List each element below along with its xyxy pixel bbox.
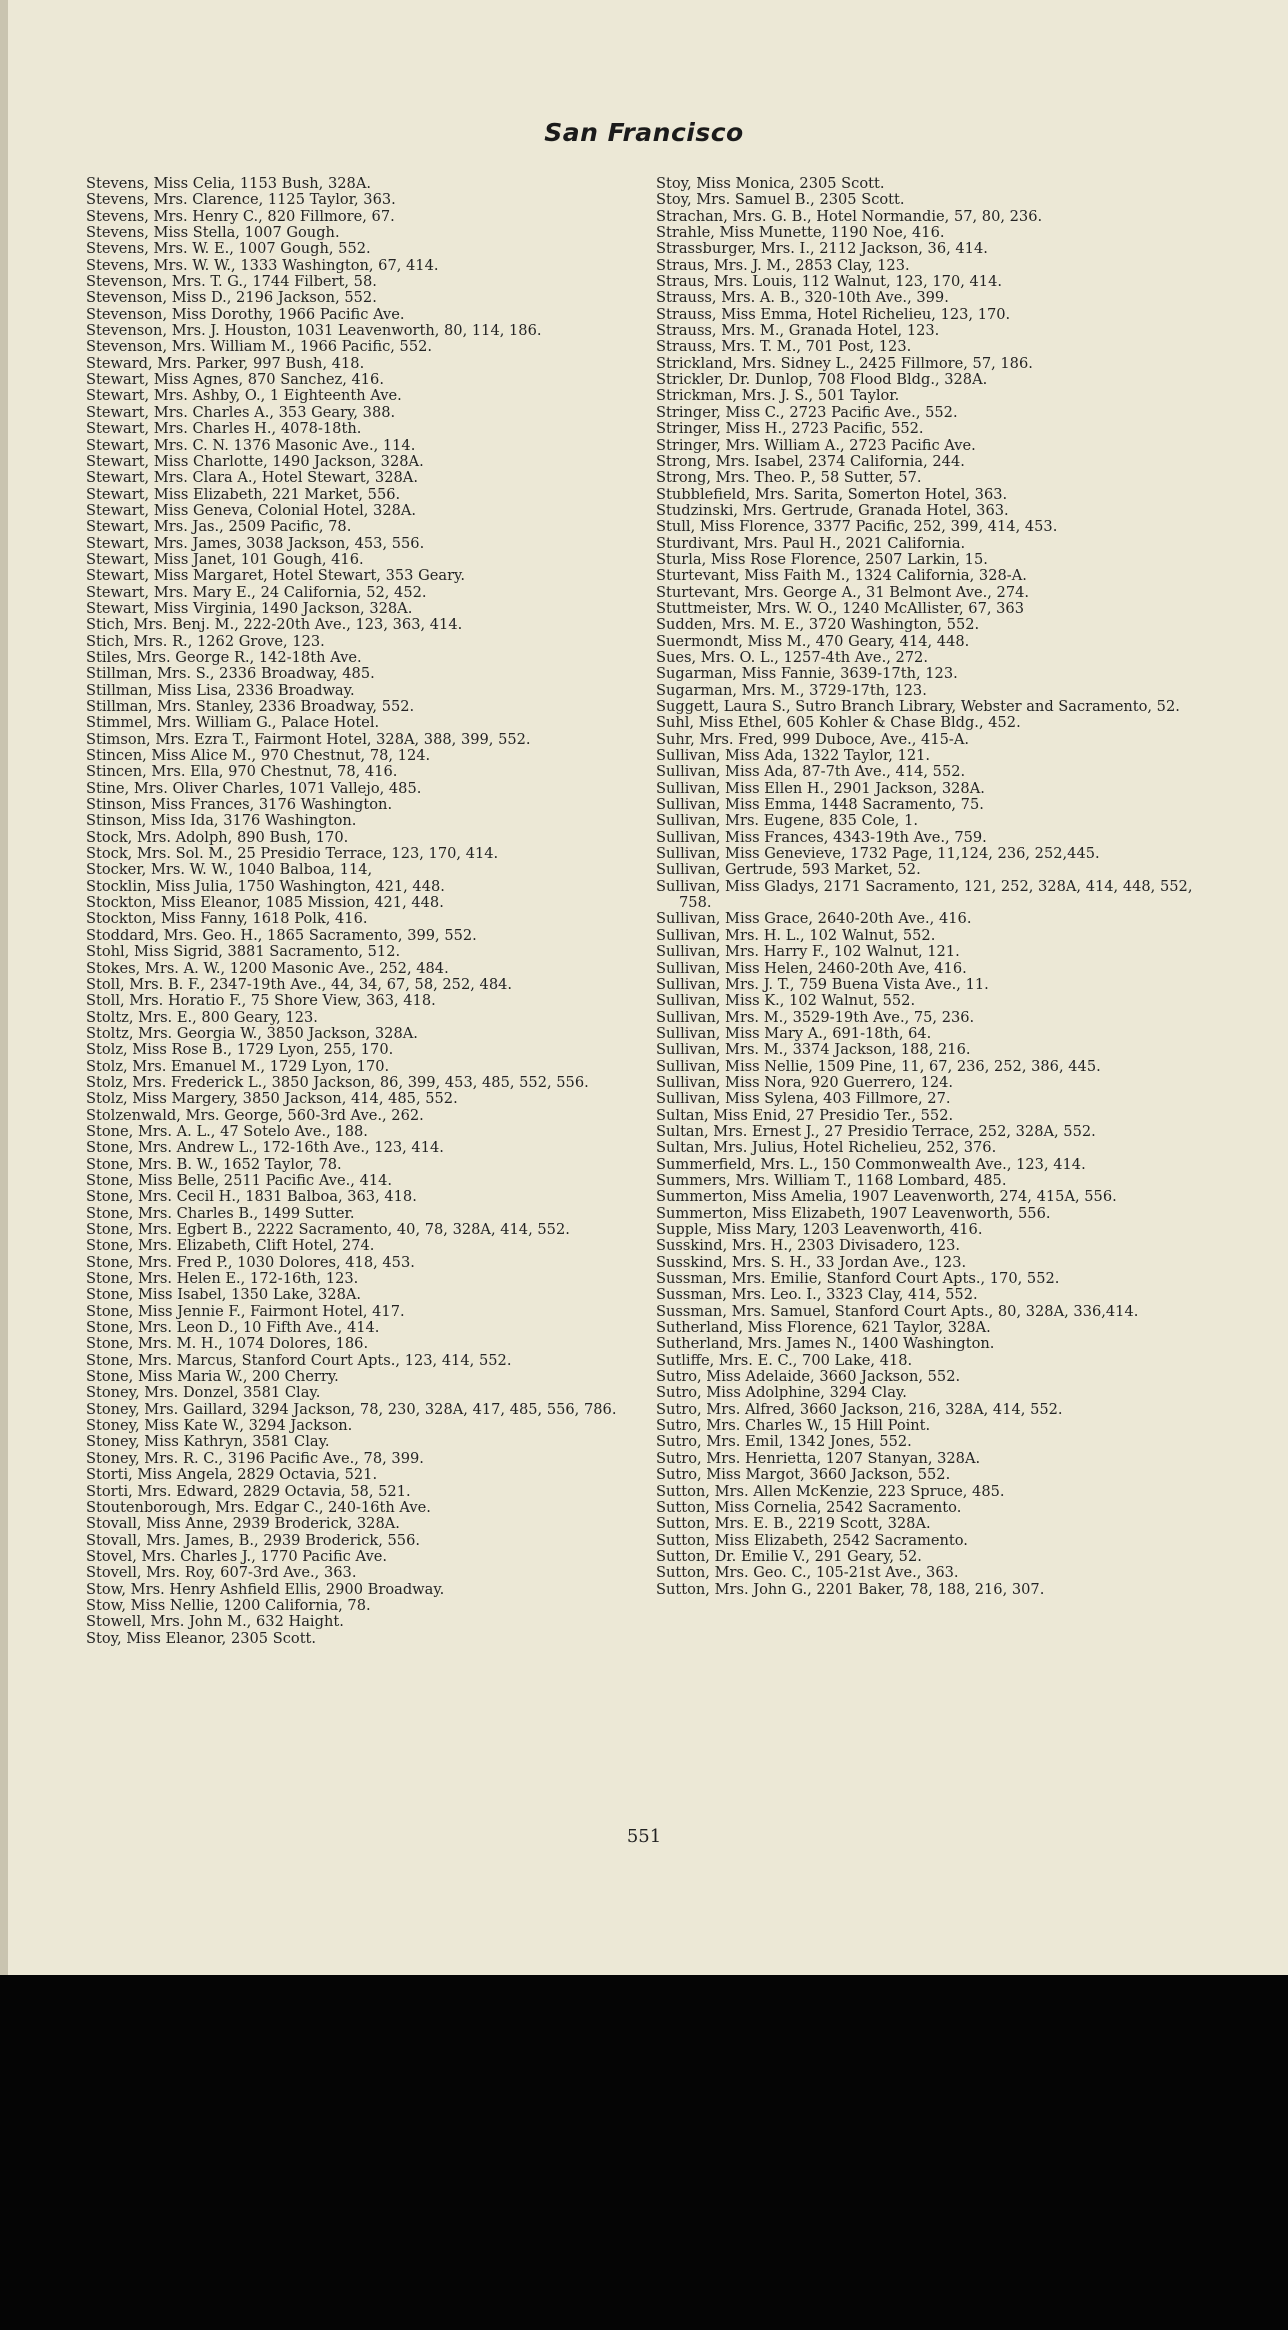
- directory-entry: Sullivan, Mrs. M., 3529-19th Ave., 75, 236.: [656, 1008, 975, 1026]
- directory-entry: Stockton, Miss Eleanor, 1085 Mission, 421, 448.: [86, 894, 444, 912]
- directory-entry: Stillman, Miss Lisa, 2336 Broadway.: [86, 681, 355, 699]
- directory-entry: Sturtevant, Mrs. George A., 31 Belmont Ave., 274.: [656, 583, 1030, 601]
- directory-entry: Stone, Mrs. Helen E., 172-16th, 123.: [86, 1270, 359, 1288]
- directory-entry: Stich, Mrs. R., 1262 Grove, 123.: [86, 632, 325, 650]
- directory-entry: Stewart, Mrs. Mary E., 24 California, 52, 452.: [86, 583, 427, 601]
- directory-entry: Stovall, Miss Anne, 2939 Broderick, 328A.: [86, 1515, 400, 1533]
- directory-entry: Stone, Mrs. Charles B., 1499 Sutter.: [86, 1204, 355, 1222]
- directory-entry: Stevenson, Miss D., 2196 Jackson, 552.: [86, 289, 377, 307]
- directory-entry: Strahle, Miss Munette, 1190 Noe, 416.: [656, 224, 945, 242]
- directory-entry: Sutro, Mrs. Henrietta, 1207 Stanyan, 328A.: [656, 1449, 981, 1467]
- directory-entry: Sutton, Dr. Emilie V., 291 Geary, 52.: [656, 1547, 922, 1565]
- scan-edge: [0, 0, 8, 1975]
- directory-entry: Sussman, Mrs. Samuel, Stanford Court Apts., 80, 328A, 336,414.: [656, 1302, 1139, 1320]
- directory-entry: Stone, Mrs. B. W., 1652 Taylor, 78.: [86, 1155, 342, 1173]
- directory-entry: Stevens, Mrs. Clarence, 1125 Taylor, 363.: [86, 191, 396, 209]
- directory-entry: Stocker, Mrs. W. W., 1040 Balboa, 114,: [86, 861, 373, 879]
- directory-entry: Stewart, Mrs. C. N. 1376 Masonic Ave., 114.: [86, 436, 416, 454]
- directory-entry: Sullivan, Mrs. H. L., 102 Walnut, 552.: [656, 926, 936, 944]
- directory-entry: Sussman, Mrs. Leo. I., 3323 Clay, 414, 552.: [656, 1286, 978, 1304]
- directory-entry: Sullivan, Miss Ada, 87-7th Ave., 414, 552.: [656, 763, 966, 781]
- right-column: [656, 176, 1216, 1598]
- directory-entry: Stevens, Mrs. W. W., 1333 Washington, 67, 414.: [86, 256, 439, 274]
- directory-entry: Stowell, Mrs. John M., 632 Haight.: [86, 1613, 344, 1631]
- directory-entry: Sutherland, Mrs. James N., 1400 Washington.: [656, 1335, 995, 1353]
- directory-entry: Stewart, Miss Charlotte, 1490 Jackson, 328A.: [86, 452, 424, 470]
- directory-entry: Sullivan, Mrs. Harry F., 102 Walnut, 121.: [656, 943, 960, 961]
- directory-entry: Stock, Mrs. Adolph, 890 Bush, 170.: [86, 828, 349, 846]
- directory-entry: Stillman, Mrs. S., 2336 Broadway, 485.: [86, 665, 375, 683]
- directory-entry: Stone, Mrs. Cecil H., 1831 Balboa, 363, 418.: [86, 1188, 417, 1206]
- directory-entry: Susskind, Mrs. H., 2303 Divisadero, 123.: [656, 1237, 960, 1255]
- directory-entry: Straus, Mrs. Louis, 112 Walnut, 123, 170, 414.: [656, 273, 1002, 291]
- directory-entry: Sultan, Mrs. Julius, Hotel Richelieu, 252, 376.: [656, 1139, 997, 1157]
- directory-entry: Stoll, Mrs. B. F., 2347-19th Ave., 44, 34, 67, 58, 252, 484.: [86, 975, 513, 993]
- directory-entry: Sturtevant, Miss Faith M., 1324 California, 328-A.: [656, 567, 1027, 585]
- directory-entry: Sullivan, Miss Sylena, 403 Fillmore, 27.: [656, 1090, 951, 1108]
- directory-entry: Stringer, Miss C., 2723 Pacific Ave., 552.: [656, 403, 958, 421]
- directory-entry: Sullivan, Miss Grace, 2640-20th Ave., 416.: [656, 910, 972, 928]
- directory-entry: Strickler, Dr. Dunlop, 708 Flood Bldg., 328A.: [656, 371, 988, 389]
- directory-entry: Strong, Mrs. Isabel, 2374 California, 244.: [656, 452, 965, 470]
- directory-entry: Stolz, Miss Margery, 3850 Jackson, 414, 485, 552.: [86, 1090, 458, 1108]
- directory-entry: Steward, Mrs. Parker, 997 Bush, 418.: [86, 354, 365, 372]
- directory-entry: Stewart, Mrs. Jas., 2509 Pacific, 78.: [86, 518, 352, 536]
- directory-entry: Sutherland, Miss Florence, 621 Taylor, 328A.: [656, 1319, 991, 1337]
- directory-entry: Stubblefield, Mrs. Sarita, Somerton Hotel, 363.: [656, 485, 1008, 503]
- directory-entry: Sutton, Mrs. Allen McKenzie, 223 Spruce, 485.: [656, 1482, 1005, 1500]
- directory-entry: Sudden, Mrs. M. E., 3720 Washington, 552.: [656, 616, 980, 634]
- directory-entry: Sutro, Mrs. Charles W., 15 Hill Point.: [656, 1417, 931, 1435]
- directory-entry: Stolzenwald, Mrs. George, 560-3rd Ave., 262.: [86, 1106, 424, 1124]
- directory-entry: Stoney, Miss Kathryn, 3581 Clay.: [86, 1433, 330, 1451]
- directory-entry: Sullivan, Miss Emma, 1448 Sacramento, 75.: [656, 796, 984, 814]
- directory-entry: Sutliffe, Mrs. E. C., 700 Lake, 418.: [656, 1351, 913, 1369]
- directory-entry: Sutton, Miss Elizabeth, 2542 Sacramento.: [656, 1531, 968, 1549]
- directory-entry: Suggett, Laura S., Sutro Branch Library, Webster and Sacramento, 52.: [656, 698, 1180, 715]
- directory-entry: Stimson, Mrs. Ezra T., Fairmont Hotel, 328A, 388, 399, 552.: [86, 730, 531, 748]
- directory-entry: Stoltz, Mrs. E., 800 Geary, 123.: [86, 1008, 318, 1026]
- directory-entry: Stinson, Miss Ida, 3176 Washington.: [86, 812, 357, 830]
- directory-entry: Stone, Mrs. Elizabeth, Clift Hotel, 274.: [86, 1237, 375, 1255]
- directory-entry: Sullivan, Miss Gladys, 2171 Sacramento, 121, 252, 328A, 414, 448, 552, 758.: [656, 877, 1193, 912]
- directory-entry: Sullivan, Mrs. J. T., 759 Buena Vista Ave., 11.: [656, 975, 989, 993]
- directory-entry: Strachan, Mrs. G. B., Hotel Normandie, 57, 80, 236.: [656, 207, 1043, 225]
- directory-entry: Stimmel, Mrs. William G., Palace Hotel.: [86, 714, 380, 732]
- directory-entry: Strauss, Mrs. A. B., 320-10th Ave., 399.: [656, 289, 949, 307]
- directory-entry: Sullivan, Miss Helen, 2460-20th Ave, 416.: [656, 959, 967, 977]
- directory-entry: Sullivan, Miss Nora, 920 Guerrero, 124.: [656, 1073, 954, 1091]
- directory-entry: Stincen, Mrs. Ella, 970 Chestnut, 78, 416.: [86, 763, 398, 781]
- directory-entry: Stewart, Miss Agnes, 870 Sanchez, 416.: [86, 371, 384, 389]
- directory-entry: Stock, Mrs. Sol. M., 25 Presidio Terrace, 123, 170, 414.: [86, 845, 499, 863]
- directory-entry: Summerfield, Mrs. L., 150 Commonwealth Ave., 123, 414.: [656, 1155, 1086, 1173]
- page-number: 551: [626, 1826, 662, 1847]
- scanner-background: [0, 1975, 1288, 2330]
- directory-entry: Stewart, Mrs. Ashby, O., 1 Eighteenth Ave.: [86, 387, 402, 405]
- directory-entry: Stine, Mrs. Oliver Charles, 1071 Vallejo, 485.: [86, 779, 422, 797]
- directory-entry: Stoney, Mrs. Gaillard, 3294 Jackson, 78, 230, 328A, 417, 485, 556, 786.: [86, 1400, 617, 1418]
- directory-entry: Sutton, Mrs. E. B., 2219 Scott, 328A.: [656, 1515, 931, 1533]
- directory-entry: Stevens, Mrs. Henry C., 820 Fillmore, 67.: [86, 207, 395, 225]
- directory-entry: Stone, Mrs. A. L., 47 Sotelo Ave., 188.: [86, 1122, 368, 1140]
- directory-entry: Stolz, Miss Rose B., 1729 Lyon, 255, 170.: [86, 1041, 394, 1059]
- directory-entry: Sullivan, Miss Mary A., 691-18th, 64.: [656, 1024, 932, 1042]
- directory-entry: Stoy, Miss Monica, 2305 Scott.: [656, 175, 885, 192]
- directory-entry: Stewart, Miss Elizabeth, 221 Market, 556.: [86, 485, 401, 503]
- directory-entry: Sturdivant, Mrs. Paul H., 2021 California.: [656, 534, 966, 552]
- directory-entry: Sullivan, Miss K., 102 Walnut, 552.: [656, 992, 916, 1010]
- directory-entry: Stillman, Mrs. Stanley, 2336 Broadway, 552.: [86, 698, 415, 715]
- directory-entry: Stewart, Mrs. Charles H., 4078-18th.: [86, 420, 362, 438]
- directory-entry: Stevenson, Miss Dorothy, 1966 Pacific Ave.: [86, 305, 405, 323]
- directory-entry: Sutro, Miss Adolphine, 3294 Clay.: [656, 1384, 907, 1402]
- directory-entry: Stoutenborough, Mrs. Edgar C., 240-16th Ave.: [86, 1498, 431, 1516]
- directory-entry: Stocklin, Miss Julia, 1750 Washington, 421, 448.: [86, 877, 445, 895]
- directory-entry: Summerton, Miss Amelia, 1907 Leavenworth, 274, 415A, 556.: [656, 1188, 1117, 1206]
- directory-entry: Stone, Miss Jennie F., Fairmont Hotel, 417.: [86, 1302, 405, 1320]
- directory-entry: Stoltz, Mrs. Georgia W., 3850 Jackson, 328A.: [86, 1024, 418, 1042]
- directory-entry: Sturla, Miss Rose Florence, 2507 Larkin, 15.: [656, 550, 988, 568]
- directory-entry: Stewart, Miss Virginia, 1490 Jackson, 328A.: [86, 599, 413, 617]
- directory-entry: Stoney, Mrs. Donzel, 3581 Clay.: [86, 1384, 321, 1402]
- directory-entry: Sultan, Mrs. Ernest J., 27 Presidio Terrace, 252, 328A, 552.: [656, 1122, 1096, 1140]
- directory-entry: Supple, Miss Mary, 1203 Leavenworth, 416.: [656, 1221, 983, 1238]
- directory-entry: Strassburger, Mrs. I., 2112 Jackson, 36, 414.: [656, 240, 988, 258]
- directory-entry: Sullivan, Mrs. M., 3374 Jackson, 188, 216.: [656, 1041, 971, 1059]
- directory-entry: Stolz, Mrs. Frederick L., 3850 Jackson, 86, 399, 453, 485, 552, 556.: [86, 1073, 589, 1091]
- directory-entry: Sutro, Miss Margot, 3660 Jackson, 552.: [656, 1466, 951, 1484]
- directory-entry: Stuttmeister, Mrs. W. O., 1240 McAllister, 67, 363: [656, 599, 1024, 617]
- directory-entry: Stevens, Miss Celia, 1153 Bush, 328A.: [86, 175, 371, 192]
- directory-entry: Stiles, Mrs. George R., 142-18th Ave.: [86, 648, 362, 666]
- directory-entry: Stoy, Mrs. Samuel B., 2305 Scott.: [656, 191, 905, 209]
- directory-entry: Strauss, Mrs. M., Granada Hotel, 123.: [656, 322, 940, 340]
- directory-entry: Stokes, Mrs. A. W., 1200 Masonic Ave., 252, 484.: [86, 959, 449, 977]
- directory-entry: Sutro, Mrs. Emil, 1342 Jones, 552.: [656, 1433, 912, 1451]
- directory-entry: Stovell, Mrs. Roy, 607-3rd Ave., 363.: [86, 1564, 357, 1582]
- directory-entry: Stone, Mrs. Marcus, Stanford Court Apts., 123, 414, 552.: [86, 1351, 512, 1369]
- directory-entry: Stewart, Mrs. Clara A., Hotel Stewart, 328A.: [86, 469, 418, 487]
- directory-entry: Stow, Miss Nellie, 1200 California, 78.: [86, 1596, 371, 1614]
- directory-entry: Stone, Mrs. Andrew L., 172-16th Ave., 123, 414.: [86, 1139, 444, 1157]
- directory-entry: Stone, Miss Maria W., 200 Cherry.: [86, 1368, 339, 1386]
- directory-entry: Suhl, Miss Ethel, 605 Kohler & Chase Bldg., 452.: [656, 714, 1021, 732]
- directory-entry: Sutro, Mrs. Alfred, 3660 Jackson, 216, 328A, 414, 552.: [656, 1400, 1063, 1418]
- directory-entry: Sugarman, Miss Fannie, 3639-17th, 123.: [656, 665, 958, 683]
- directory-entry: Stewart, Mrs. Charles A., 353 Geary, 388.: [86, 403, 396, 421]
- directory-entry: Stone, Miss Belle, 2511 Pacific Ave., 414.: [86, 1171, 393, 1189]
- directory-entry: Storti, Miss Angela, 2829 Octavia, 521.: [86, 1466, 378, 1484]
- directory-entry: Sullivan, Gertrude, 593 Market, 52.: [656, 861, 921, 879]
- directory-entry: Stringer, Mrs. William A., 2723 Pacific Ave.: [656, 436, 976, 454]
- directory-entry: Stewart, Miss Margaret, Hotel Stewart, 353 Geary.: [86, 567, 465, 585]
- directory-entry: Stone, Mrs. Fred P., 1030 Dolores, 418, 453.: [86, 1253, 415, 1271]
- directory-entry: Stewart, Miss Janet, 101 Gough, 416.: [86, 550, 364, 568]
- directory-entry: Stone, Mrs. Leon D., 10 Fifth Ave., 414.: [86, 1319, 380, 1337]
- directory-entry: Stewart, Mrs. James, 3038 Jackson, 453, 556.: [86, 534, 425, 552]
- directory-entry: Stockton, Miss Fanny, 1618 Polk, 416.: [86, 910, 368, 928]
- directory-entry: Sullivan, Miss Ellen H., 2901 Jackson, 328A.: [656, 779, 985, 797]
- directory-entry: Stoy, Miss Eleanor, 2305 Scott.: [86, 1629, 317, 1647]
- directory-entry: Sullivan, Miss Ada, 1322 Taylor, 121.: [656, 747, 931, 765]
- directory-entry: Stone, Miss Isabel, 1350 Lake, 328A.: [86, 1286, 362, 1304]
- directory-entry: Straus, Mrs. J. M., 2853 Clay, 123.: [656, 256, 910, 274]
- directory-entry: Stevens, Miss Stella, 1007 Gough.: [86, 224, 340, 242]
- directory-entry: Summers, Mrs. William T., 1168 Lombard, 485.: [656, 1171, 1007, 1189]
- directory-entry: Stevenson, Mrs. William M., 1966 Pacific, 552.: [86, 338, 433, 356]
- directory-entry: Studzinski, Mrs. Gertrude, Granada Hotel, 363.: [656, 501, 1009, 519]
- directory-entry: Stolz, Mrs. Emanuel M., 1729 Lyon, 170.: [86, 1057, 390, 1075]
- directory-entry: Stohl, Miss Sigrid, 3881 Sacramento, 512.: [86, 943, 401, 961]
- directory-entry: Stow, Mrs. Henry Ashfield Ellis, 2900 Broadway.: [86, 1580, 445, 1598]
- directory-entry: Stoney, Miss Kate W., 3294 Jackson.: [86, 1417, 353, 1435]
- directory-entry: Stincen, Miss Alice M., 970 Chestnut, 78, 124.: [86, 747, 431, 765]
- directory-entry: Sullivan, Mrs. Eugene, 835 Cole, 1.: [656, 812, 919, 830]
- left-column: [86, 176, 661, 1647]
- directory-entry: Stewart, Miss Geneva, Colonial Hotel, 328A.: [86, 501, 417, 519]
- directory-entry: Sutro, Miss Adelaide, 3660 Jackson, 552.: [656, 1368, 961, 1386]
- directory-entry: Sues, Mrs. O. L., 1257-4th Ave., 272.: [656, 648, 928, 666]
- directory-entry: Sutton, Mrs. John G., 2201 Baker, 78, 188, 216, 307.: [656, 1580, 1045, 1598]
- directory-entry: Suhr, Mrs. Fred, 999 Duboce, Ave., 415-A.: [656, 730, 970, 748]
- page-title: San Francisco: [544, 118, 744, 147]
- directory-entry: Sutton, Miss Cornelia, 2542 Sacramento.: [656, 1498, 962, 1516]
- directory-entry: Stich, Mrs. Benj. M., 222-20th Ave., 123, 363, 414.: [86, 616, 463, 634]
- directory-entry: Strauss, Mrs. T. M., 701 Post, 123.: [656, 338, 912, 356]
- directory-entry: Stevens, Mrs. W. E., 1007 Gough, 552.: [86, 240, 371, 258]
- directory-entry: Strauss, Miss Emma, Hotel Richelieu, 123, 170.: [656, 305, 1011, 323]
- directory-entry: Stone, Mrs. Egbert B., 2222 Sacramento, 40, 78, 328A, 414, 552.: [86, 1221, 570, 1238]
- directory-entry: Stoll, Mrs. Horatio F., 75 Shore View, 363, 418.: [86, 992, 436, 1010]
- directory-entry: Stevenson, Mrs. T. G., 1744 Filbert, 58.: [86, 273, 377, 291]
- directory-entry: Summerton, Miss Elizabeth, 1907 Leavenworth, 556.: [656, 1204, 1051, 1222]
- directory-entry: Stone, Mrs. M. H., 1074 Dolores, 186.: [86, 1335, 369, 1353]
- directory-entry: Stoney, Mrs. R. C., 3196 Pacific Ave., 78, 399.: [86, 1449, 424, 1467]
- directory-entry: Sutton, Mrs. Geo. C., 105-21st Ave., 363.: [656, 1564, 959, 1582]
- directory-entry: Strong, Mrs. Theo. P., 58 Sutter, 57.: [656, 469, 922, 487]
- directory-entry: Sullivan, Miss Nellie, 1509 Pine, 11, 67, 236, 252, 386, 445.: [656, 1057, 1101, 1075]
- directory-entry: Susskind, Mrs. S. H., 33 Jordan Ave., 123.: [656, 1253, 967, 1271]
- directory-entry: Sullivan, Miss Genevieve, 1732 Page, 11,124, 236, 252,445.: [656, 845, 1100, 863]
- directory-entry: Stinson, Miss Frances, 3176 Washington.: [86, 796, 393, 814]
- directory-entry: Stovall, Mrs. James, B., 2939 Broderick, 556.: [86, 1531, 421, 1549]
- directory-entry: Sullivan, Miss Frances, 4343-19th Ave., 759.: [656, 828, 987, 846]
- directory-entry: Suermondt, Miss M., 470 Geary, 414, 448.: [656, 632, 970, 650]
- directory-entry: Stoddard, Mrs. Geo. H., 1865 Sacramento, 399, 552.: [86, 926, 477, 944]
- directory-entry: Stringer, Miss H., 2723 Pacific, 552.: [656, 420, 924, 438]
- directory-entry: Sultan, Miss Enid, 27 Presidio Ter., 552.: [656, 1106, 954, 1124]
- directory-entry: Stevenson, Mrs. J. Houston, 1031 Leavenworth, 80, 114, 186.: [86, 322, 542, 340]
- directory-entry: Stovel, Mrs. Charles J., 1770 Pacific Ave.: [86, 1547, 387, 1565]
- directory-entry: Sussman, Mrs. Emilie, Stanford Court Apts., 170, 552.: [656, 1270, 1060, 1288]
- directory-entry: Sugarman, Mrs. M., 3729-17th, 123.: [656, 681, 927, 699]
- directory-entry: Storti, Mrs. Edward, 2829 Octavia, 58, 521.: [86, 1482, 411, 1500]
- directory-entry: Strickman, Mrs. J. S., 501 Taylor.: [656, 387, 900, 405]
- directory-entry: Stull, Miss Florence, 3377 Pacific, 252, 399, 414, 453.: [656, 518, 1058, 536]
- directory-entry: Strickland, Mrs. Sidney L., 2425 Fillmore, 57, 186.: [656, 354, 1033, 372]
